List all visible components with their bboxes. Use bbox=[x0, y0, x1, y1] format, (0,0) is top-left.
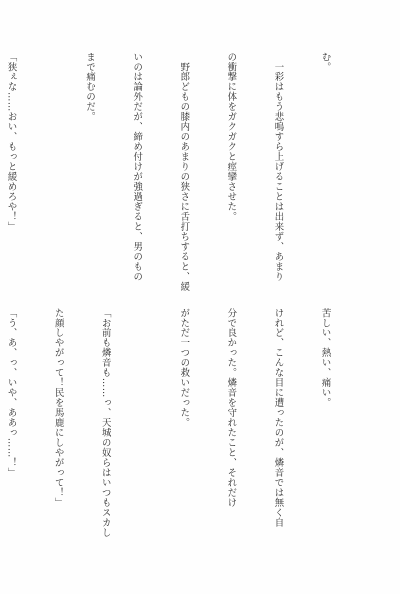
text-line: た顔しやがって！民を馬鹿にしやがって！」 bbox=[52, 308, 64, 508]
text-line: 一彩はもう悲鳴すら上げることは出来ず、あまり bbox=[272, 52, 284, 282]
text-line: 分で良かった。燐音を守れたこと、それだけ bbox=[225, 308, 237, 508]
text-line: の衝撃に体をガクガクと痙攣させた。 bbox=[225, 52, 237, 222]
text-line: けれど、こんな目に遭ったのが、燐音では無く自 bbox=[272, 308, 284, 528]
text-line: がただ一つの救いだった。 bbox=[178, 308, 190, 428]
text-line: 「お前も燐音も……っ、天城の奴らはいつもスカし bbox=[99, 308, 111, 538]
text-line: まで痛むのだ。 bbox=[84, 52, 96, 122]
text-line: む。 bbox=[319, 52, 331, 72]
lower-text-block bbox=[5, 308, 364, 542]
text-line: 苦しい、熱い、痛い。 bbox=[319, 308, 331, 408]
text-line: 「狭ぇな……おい、もっと緩めろや！」 bbox=[5, 52, 17, 232]
text-line: いのは論外だが、締め付けが強過ぎると、男のもの bbox=[131, 52, 143, 282]
upper-text-block bbox=[5, 52, 364, 292]
text-line: 野郎どもの膝内のあまりの狭さに舌打ちすると、緩 bbox=[178, 52, 190, 292]
text-line: 「う、あ、っ、いや、ああっ……！」 bbox=[5, 308, 17, 478]
